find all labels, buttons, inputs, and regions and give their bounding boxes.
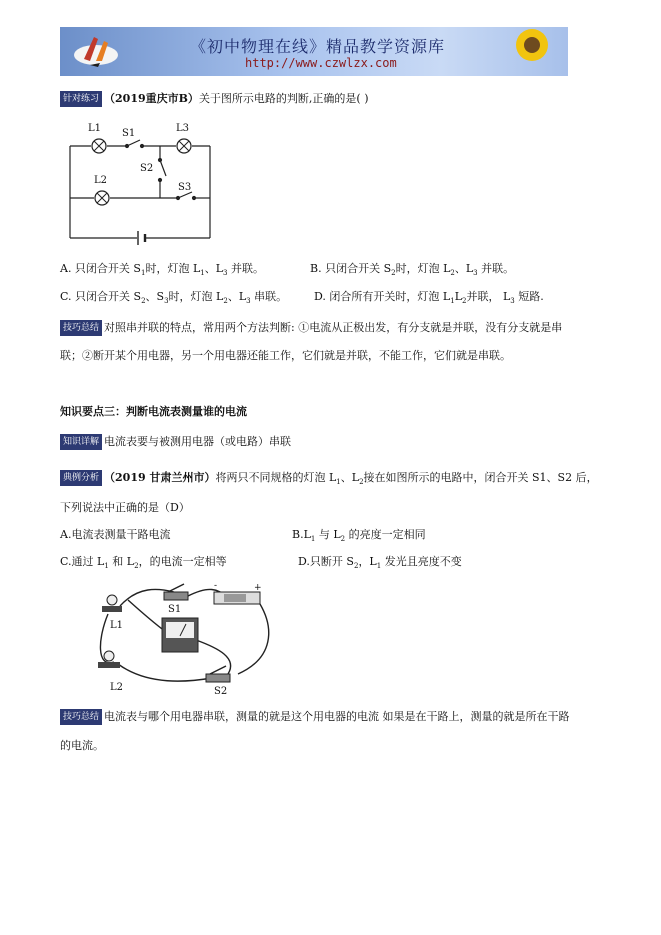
question-1-text: 关于图所示电路的判断,正确的是( ) — [198, 92, 369, 105]
tip-1-line-2: 联；②断开某个用电器，另一个用电器还能工作，它们就是并联，不能工作，它们就是串联。 — [60, 349, 511, 362]
example-option-c: C.通过 $L_1$ 和 $L_2$，的电流一定相等 — [60, 555, 227, 571]
bulb-l2-icon — [95, 191, 109, 205]
switch-s2-icon — [159, 159, 167, 182]
photo-label-l1: L1 — [110, 620, 124, 631]
photo-label-l2: L2 — [110, 682, 124, 693]
option-c: C. 只闭合开关 $S_2$、$S_3$时，灯泡 $L_2$、$L_3$ 串联。 — [60, 290, 288, 306]
example-line-2: 下列说法中正确的是（D） — [60, 501, 190, 514]
example-tag: 典例分析 — [60, 470, 102, 486]
battery-icon — [214, 581, 262, 604]
question-1-stem — [60, 91, 369, 107]
banner-title: 《初中物理在线》精品教学资源库 — [190, 37, 446, 56]
battery-icon — [138, 231, 145, 245]
site-logo-icon — [70, 31, 122, 71]
banner-url: http://www.czwlzx.com — [245, 56, 397, 70]
tip-2-line-1: 技巧总结 电流表与哪个用电器串联，测量的就是这个用电器的电流 如果是在干路上，测量的就是所在干路 — [60, 709, 570, 725]
label-s1: S1 — [122, 128, 136, 139]
label-s2: S2 — [140, 163, 154, 174]
tip-tag: 技巧总结 — [60, 320, 102, 336]
tip-tag-2: 技巧总结 — [60, 709, 102, 725]
photo-label-s1: S1 — [168, 604, 182, 615]
svg-text:-: - — [214, 581, 218, 591]
ammeter-icon — [162, 618, 198, 652]
label-l1: L1 — [88, 123, 102, 134]
tip-2-line-2: 的电流。 — [60, 739, 104, 752]
example-option-b: $B.L_1$ 与 $L_2$ 的亮度一定相同 — [292, 528, 426, 544]
switch-s1-icon — [126, 140, 144, 148]
question-1-source: （2019重庆市B） — [104, 92, 199, 105]
switch-s3-icon — [177, 192, 196, 200]
label-l3: L3 — [176, 123, 190, 134]
option-d: D. 闭合所有开关时，灯泡 $L_1L_2$并联， $L_3$ 短路. — [314, 290, 544, 306]
photo-label-s2: S2 — [214, 686, 228, 697]
option-a: A. 只闭合开关 $S_1$时，灯泡 $L_1$、$L_3$ 并联。 — [60, 262, 265, 278]
knowledge-detail: 知识详解 电流表要与被测用电器（或电路）串联 — [60, 434, 291, 450]
section-3-title: 知识要点三：判断电流表测量谁的电流 — [60, 405, 247, 418]
practice-tag: 针对练习 — [60, 91, 102, 107]
bulb-l1-icon — [102, 595, 122, 612]
bulb-l1-icon — [92, 139, 106, 153]
switch-s2-icon — [206, 666, 230, 682]
tip-1-line-1: 技巧总结 对照串并联的特点，常用两个方法判断: ①电流从正极出发，有分支就是并联，没有分支就是串 — [60, 320, 562, 336]
circuit-diagram-1 — [60, 118, 220, 246]
detail-tag: 知识详解 — [60, 434, 102, 450]
header-banner — [60, 27, 568, 76]
example-line-1: 典例分析 （2019 甘肃兰州市）将两只不同规格的灯泡 $L_1$、$L_2$接在如图所示的电路中，闭合开关 S1、S2 后， — [60, 470, 598, 489]
label-s3: S3 — [178, 182, 192, 193]
bulb-l3-icon — [177, 139, 191, 153]
svg-text:+: + — [254, 583, 262, 593]
switch-s1-icon — [164, 584, 188, 600]
label-l2: L2 — [94, 175, 108, 186]
option-b: B. 只闭合开关 $S_2$时，灯泡 $L_2$、$L_3$ 并联。 — [310, 262, 515, 278]
example-option-d: D.只断开 $S_2$，$L_1$ 发光且亮度不变 — [298, 555, 462, 571]
circuit-diagram-2 — [88, 578, 278, 698]
example-option-a: A.电流表测量干路电流 — [60, 528, 171, 541]
sunflower-icon — [512, 27, 552, 65]
